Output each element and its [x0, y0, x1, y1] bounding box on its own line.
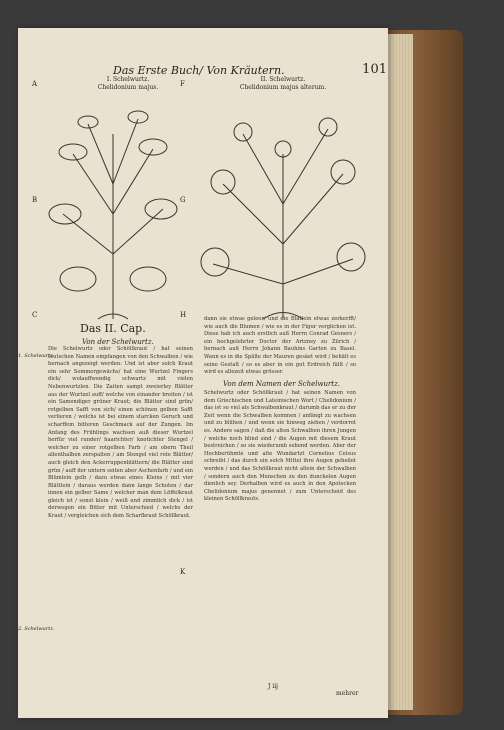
right-column-text: dann sie etwas geleer/ und die Blätlein etwas zerkerfft/ wie auch die Blumen / wie es in der Figur verglichen ist. Diese hab ich auch erstlich auß Herrn Conrad Gesners / ein hochgelehrter Doctor der Artzney zu Zürich / hernach auß Herrn Johann Bauhins Garten zu Basel. Wann es in die Spälte der Mauren gesäet wird / behält es seine Gestalt / so es aber in ein gut Erdreich fällt / so wird es allezeit etwas grösser. [204, 316, 356, 376]
margin-letter-f: F [180, 80, 185, 88]
illustration-number-1: I. Schelwurtz. [106, 76, 150, 83]
illustration-caption-2 [218, 76, 348, 92]
right-column-text-2: Schelwurtz oder Schöllkraut / hat seinen Namen von dem Griechischen und Lateinischen Wort / Chelidonium / das ist so viel als Schwalbenkraut / darumb das er zu der Zeit wenn die Schwalben kommen / anfängt zu wachsen und zu blühen / und wenn sie hinweg ziehen / verdorret es. Andere sagen / daß die alten Schwalben ihren Jungen / welche noch blind sind / die Augen mit diesem Kraut bestreichen / so sie wiederumb sehend werden. Aber der Hochberühmte und alte Wundartzt Cornelius Celsus schreibt / das durch ein solch Mittel ihre Augen geheilet werden / und das Schöllkraut nicht allein der Schwalben / sondern auch den Menschen zu den dunckelen Augen dienlich sey. Derhalben wird es auch in den Apotecken Chelidonium majus genennet / zum Unterscheid des kleinen Schöllkrauts. [204, 390, 356, 503]
side-note-2: 2. Schelwurtz. [18, 626, 55, 632]
margin-letter-a: A [32, 80, 38, 88]
chapter-subtitle: Von der Schelwurtz. [82, 338, 154, 346]
illustration-latin-2: Chelidonium majus alterum. [239, 84, 327, 91]
chapter-title: Das II. Cap. [80, 322, 146, 335]
margin-letter-h: H [180, 311, 187, 319]
margin-letter-k: K [180, 568, 186, 576]
illustration-number-2: II. Schelwurtz. [260, 76, 306, 83]
signature-mark: J iij [268, 683, 279, 690]
margin-letter-g: G [180, 196, 186, 204]
margin-letter-c: C [32, 311, 38, 319]
book-page [18, 28, 388, 718]
left-column-text: Die Schelwurtz oder Schöllkraut / hat seinen teutschen Namen empfangen von den Schwalben / wie hernach angezeigt werden: Und ist aber solch Kraut ein sehr Sommergewächs/ hat eine Wurtzel Fingers dick/ wolauffwendig schwartz mit vielen Nebenwurtzlen. Die Zaiten sampt zweierley Blätter aus der Wurtzel auff/ welche von einander breiten / ist ein Samendiger grüner Kraut; die Blätter sind grün/ rotgelben Safft von sich/ einen schönen gelben Safft verlieren / welchs ist bei einem starcken Geruch und scharffem bitteren Geschmack auf der Zungen. Im Anfang des Frühlings wachsen auß dieser Wurtzel herfür viel runder/ haarichter/ knotichter Stengel / welcher zu einer rotgelben Farb / am obern Theil allenthalben zerspalten / am Stengel viel rote Blätter/ auch gleich den Ackerruppenblättern/ die Blätter sind grün / auff der untern seiten aber Aschenfarb / und ein Blümlein gelb / dazu etwas eines Kleins / mit vier Blättlein / daraus werden dann lange Schoten / dar innen ein gelber Same / welcher man dem Löffelkraut gleich ist / sonst klein / weiß und zimmlich dick / ist derwegen ein Bitter mit Unterschied / welchs der Kraut / vergleichen sich dem Scharfkraut Schöllkraut. [48, 346, 193, 520]
illustration-caption-1 [78, 76, 178, 92]
catchword: mehrer [336, 690, 359, 697]
header-title: Das Erste Buch/ Von Kräutern. [113, 64, 285, 77]
side-note-1: 1. Schelwurtz. [18, 353, 55, 359]
page-number: 101 [362, 62, 387, 77]
plant-woodcut-1 [43, 94, 183, 324]
plant-woodcut-2 [193, 94, 373, 324]
illustration-latin-1: Chelidonium majus. [97, 84, 159, 91]
margin-letter-b: B [32, 196, 38, 204]
right-subheading: Von dem Namen der Schelwurtz. [223, 380, 341, 388]
